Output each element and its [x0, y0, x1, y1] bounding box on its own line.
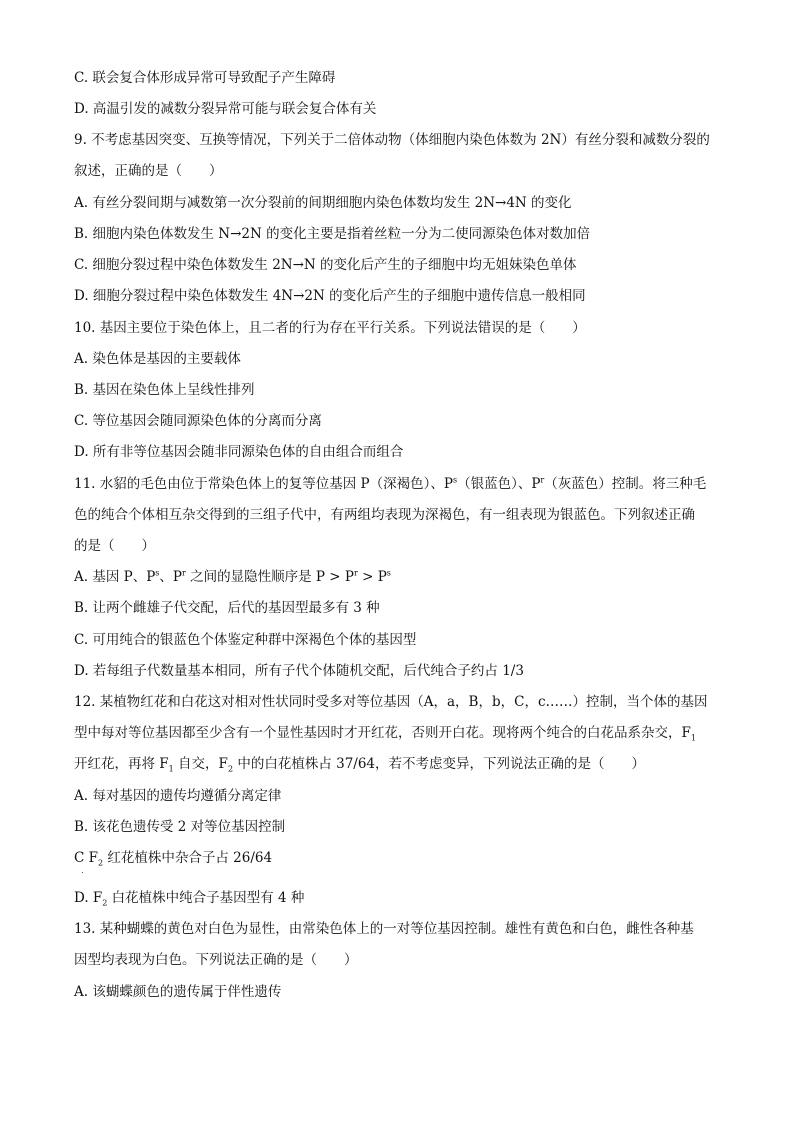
- q9-option-c: C. 细胞分裂过程中染色体数发生 2N→N 的变化后产生的子细胞中均无姐妹染色单体: [74, 257, 577, 273]
- q10-option-c: C. 等位基因会随同源染色体的分离而分离: [74, 413, 322, 429]
- q12-option-d: [74, 888, 734, 908]
- q10-option-d: D. 所有非等位基因会随非同源染色体的自由组合而组合: [74, 444, 404, 460]
- superscript: s: [155, 568, 160, 578]
- text-span: 、P: [159, 569, 182, 585]
- stray-dot: .: [81, 866, 84, 876]
- q9-stem-line-1: 9. 不考虑基因突变、互换等情况，下列关于二倍体动物（体细胞内染色体数为 2N）有丝分裂和减数分裂的: [74, 132, 710, 148]
- subscript: 1: [690, 733, 696, 743]
- text-span: 红花植株中杂合子占 26/64: [103, 850, 273, 866]
- q9-stem-line-2: 叙述，正确的是（ ）: [74, 163, 223, 179]
- text-span: 之间的显隐性顺序是 P > P: [185, 569, 354, 585]
- q12-stem-line-2: [74, 723, 734, 743]
- text-span: 白花植株中纯合子基因型有 4 种: [107, 890, 305, 906]
- q10-option-a: A. 染色体是基因的主要载体: [74, 351, 241, 367]
- superscript: s: [386, 568, 391, 578]
- superscript: r: [182, 568, 186, 578]
- text-span: D. F: [74, 890, 103, 906]
- subscript: 2: [102, 898, 108, 908]
- q11-stem-line-1: [74, 474, 734, 494]
- q11-option-a: [74, 567, 734, 587]
- text-span: 11. 水貂的毛色由位于常染色体上的复等位基因 P（深褐色）、P: [74, 476, 453, 492]
- text-span: 自交，F: [173, 756, 228, 772]
- q12-stem-line-1: 12. 某植物红花和白花这对相对性状同时受多对等位基因（A，a，B，b，C，c……）控制，当个体的基因: [74, 694, 708, 710]
- q12-option-c: [74, 848, 734, 868]
- superscript: r: [353, 568, 358, 578]
- text-span: （银蓝色）、P: [457, 476, 541, 492]
- text-span: 开红花，再将 F: [74, 756, 169, 772]
- text-span: A. 基因 P、P: [74, 569, 156, 585]
- q10-stem: 10. 基因主要位于染色体上，且二者的行为存在平行关系。下列说法错误的是（ ）: [74, 320, 586, 336]
- q11-stem-line-3: 的是（ ）: [74, 538, 155, 554]
- subscript: 2: [227, 764, 234, 774]
- q9-option-d: D. 细胞分裂过程中染色体数发生 4N→2N 的变化后产生的子细胞中遗传信息一般相同: [74, 288, 586, 304]
- q9-option-b: B. 细胞内染色体数发生 N→2N 的变化主要是指着丝粒一分为二使同源染色体对数加倍: [74, 226, 591, 242]
- q12-option-a: A. 每对基因的遗传均遵循分离定律: [74, 788, 282, 804]
- q11-option-b: B. 让两个雌雄子代交配，后代的基因型最多有 3 种: [74, 600, 380, 616]
- q11-stem-line-2: 色的纯合个体相互杂交得到的三组子代中，有两组均表现为深褐色，有一组表现为银蓝色。下列叙述正确: [74, 507, 695, 523]
- q13-stem-line-2: 因型均表现为白色。下列说法正确的是（ ）: [74, 952, 358, 968]
- q13-option-a: A. 该蝴蝶颜色的遗传属于伴性遗传: [74, 984, 282, 1000]
- text-span: 中的白花植株占 37/64，若不考虑变异，下列说法正确的是（ ）: [233, 756, 646, 772]
- superscript: s: [452, 475, 458, 485]
- q12-option-b: B. 该花色遗传受 2 对等位基因控制: [74, 819, 286, 835]
- superscript: r: [540, 475, 545, 485]
- text-span: （灰蓝色）控制。将三种毛: [544, 476, 707, 492]
- subscript: 2: [98, 858, 104, 868]
- text-span: C F: [74, 850, 98, 866]
- q13-stem-line-1: 13. 某种蝴蝶的黄色对白色为显性，由常染色体上的一对等位基因控制。雄性有黄色和白色，雌性各种基: [74, 921, 694, 937]
- text-span: 型中每对等位基因都至少含有一个显性基因时才开红花，否则开白花。现将两个纯合的白花品系杂交，F: [74, 725, 691, 741]
- q8-option-c: C. 联会复合体形成异常可导致配子产生障碍: [74, 70, 336, 86]
- subscript: 1: [168, 764, 174, 774]
- text-span: > P: [357, 569, 387, 585]
- q11-option-c: C. 可用纯合的银蓝色个体鉴定种群中深褐色个体的基因型: [74, 632, 417, 648]
- q11-option-d: D. 若每组子代数量基本相同，所有子代个体随机交配，后代纯合子约占 1/3: [74, 663, 524, 679]
- q10-option-b: B. 基因在染色体上呈线性排列: [74, 382, 255, 398]
- q12-stem-line-3: [74, 754, 734, 774]
- q8-option-d: D. 高温引发的减数分裂异常可能与联会复合体有关: [74, 101, 377, 117]
- q9-option-a: A. 有丝分裂间期与减数第一次分裂前的间期细胞内染色体数均发生 2N→4N 的变化: [74, 195, 572, 211]
